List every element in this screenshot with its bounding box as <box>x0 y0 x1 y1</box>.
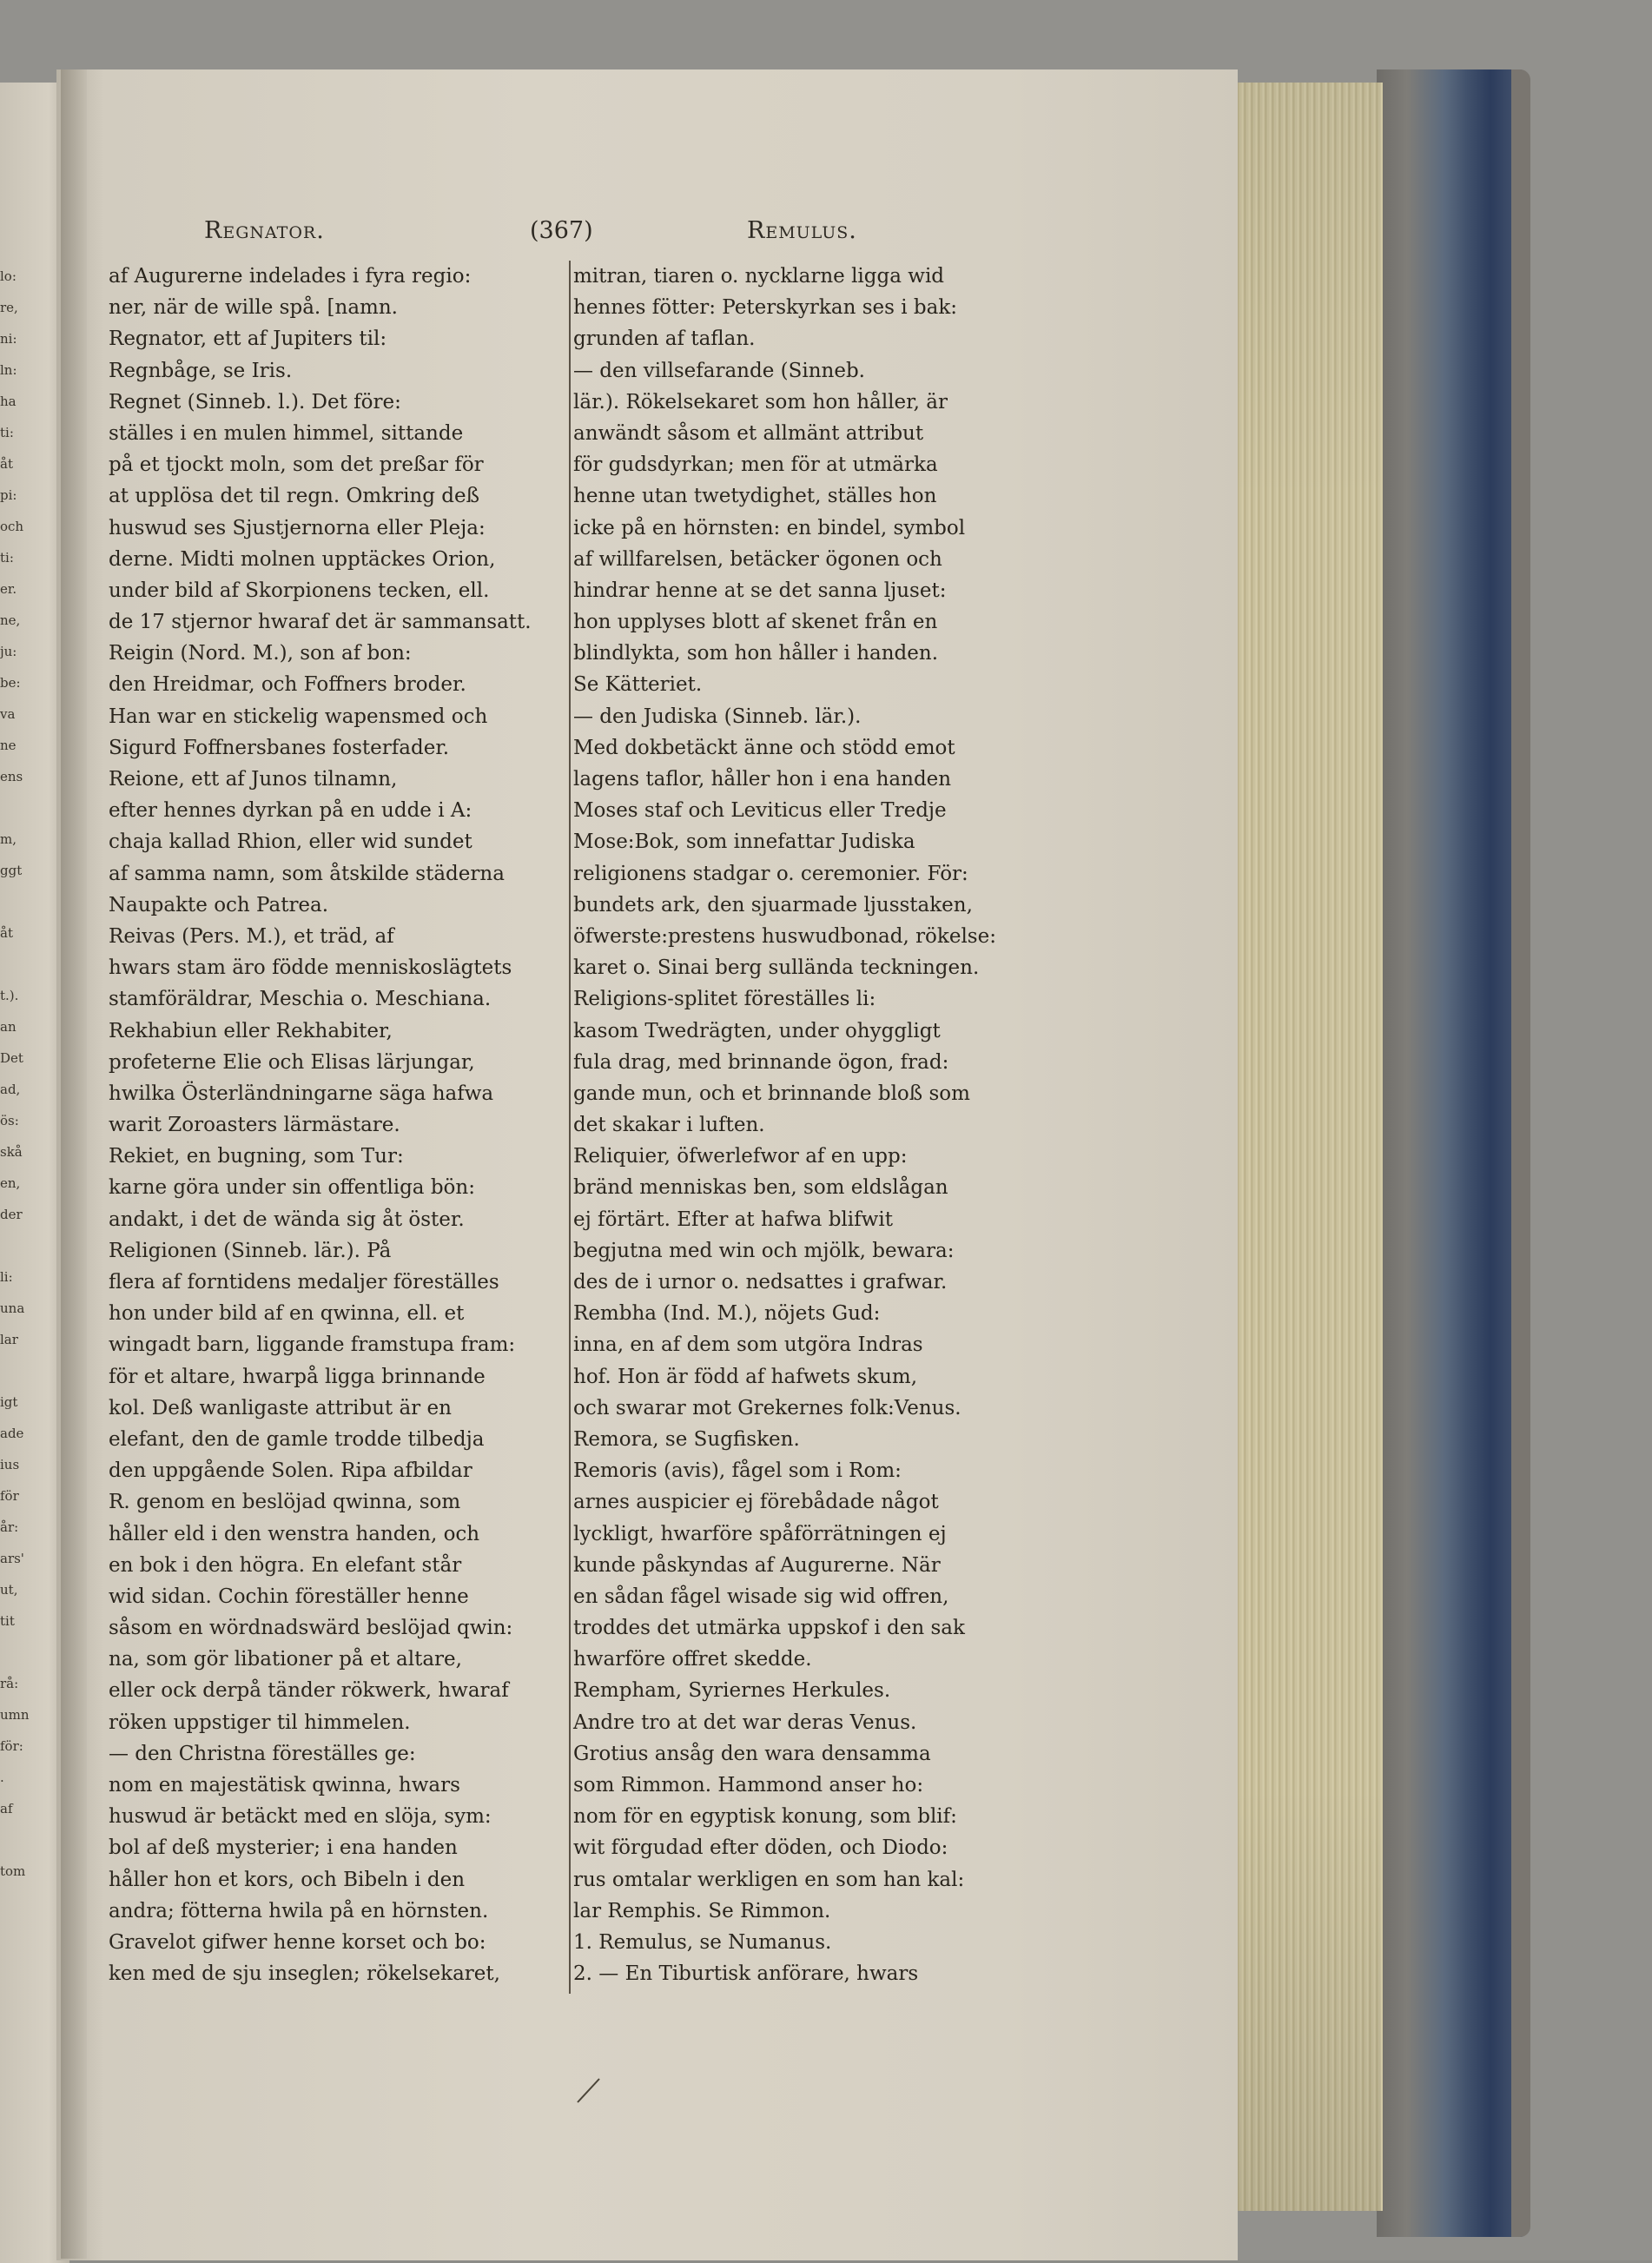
text-line: hwilka Österländningarne säga hafwa <box>109 1082 494 1105</box>
header-left-catchword: Regnator. <box>204 217 325 244</box>
text-line: grunden af taflan. <box>573 328 756 351</box>
margin-fragment: för: <box>0 1738 23 1754</box>
margin-fragment: ggt <box>0 863 23 878</box>
text-line: — den Christna föreställes ge: <box>109 1742 416 1765</box>
text-line: hof. Hon är född af hafwets skum, <box>573 1365 918 1388</box>
text-line: kol. Deß wanligaste attribut är en <box>109 1396 452 1419</box>
text-line: lär.). Rökelsekaret som hon håller, är <box>573 390 948 414</box>
text-line: Religionen (Sinneb. lär.). På <box>109 1239 392 1262</box>
text-line: wingadt barn, liggande framstupa fram: <box>109 1333 516 1357</box>
header-right-catchword: Remulus. <box>747 217 857 244</box>
margin-fragment: pi: <box>0 487 17 503</box>
page-block-shade <box>1225 83 1381 2211</box>
text-line: anwändt såsom et allmänt attribut <box>573 421 924 445</box>
margin-fragment: år: <box>0 1519 19 1535</box>
text-line: fula drag, med brinnande ögon, frad: <box>573 1050 949 1074</box>
text-line: Remoris (avis), fågel som i Rom: <box>573 1459 902 1483</box>
text-line: på et tjockt moln, som det preßar för <box>109 453 484 477</box>
margin-fragment: skå <box>0 1144 23 1160</box>
text-line: begjutna med win och mjölk, bewara: <box>573 1239 955 1262</box>
text-line: och swarar mot Grekernes folk:Venus. <box>573 1396 961 1419</box>
text-line: den uppgående Solen. Ripa afbildar <box>109 1459 472 1483</box>
text-line: Grotius ansåg den wara densamma <box>573 1742 931 1765</box>
text-line: hon under bild af en qwinna, ell. et <box>109 1302 465 1326</box>
text-line: Naupakte och Patrea. <box>109 893 329 916</box>
text-line: de 17 stjernor hwaraf det är sammansatt. <box>109 611 532 634</box>
margin-fragment: ars' <box>0 1551 24 1566</box>
margin-fragment: lo: <box>0 268 17 284</box>
margin-fragment: re, <box>0 300 18 315</box>
text-line: lyckligt, hwarföre spåförrätningen ej <box>573 1522 947 1545</box>
text-line: na, som gör libationer på et altare, <box>109 1648 462 1671</box>
text-line: rus omtalar werkligen en som han kal: <box>573 1868 965 1891</box>
margin-fragment: der <box>0 1207 23 1222</box>
text-line: des de i urnor o. nedsattes i grafwar. <box>573 1271 948 1294</box>
text-line: Rembha (Ind. M.), nöjets Gud: <box>573 1302 881 1326</box>
text-line: andakt, i det de wända sig åt öster. <box>109 1208 465 1231</box>
text-line: blindlykta, som hon håller i handen. <box>573 642 939 665</box>
text-line: nom en majestätisk qwinna, hwars <box>109 1774 460 1797</box>
text-line: röken uppstiger til himmelen. <box>109 1710 411 1734</box>
text-line: 1. Remulus, se Numanus. <box>573 1930 832 1954</box>
margin-fragment: va <box>0 706 16 722</box>
text-line: at upplösa det til regn. Omkring deß <box>109 485 479 508</box>
text-line: af Augurerne indelades i fyra regio: <box>109 265 472 288</box>
text-line: Andre tro at det war deras Venus. <box>573 1710 917 1734</box>
margin-fragment: tit <box>0 1613 15 1629</box>
text-line: Religions-splitet föreställes li: <box>573 988 876 1011</box>
text-line: Reione, ett af Junos tilnamn, <box>109 768 398 791</box>
text-line: Regnbåge, se Iris. <box>109 359 293 382</box>
margin-fragment <box>0 886 24 917</box>
margin-fragment: an <box>0 1019 17 1035</box>
margin-fragment: ens <box>0 769 23 784</box>
text-line: håller eld i den wenstra handen, och <box>109 1522 480 1545</box>
text-line: bol af deß mysterier; i ena handen <box>109 1836 458 1860</box>
text-line: Sigurd Foffnersbanes fosterfader. <box>109 736 450 759</box>
margin-fragment: be: <box>0 675 21 691</box>
text-line: Han war en stickelig wapensmed och <box>109 705 488 728</box>
text-line: ej förtärt. Efter at hafwa blifwit <box>573 1208 893 1231</box>
text-line: arnes auspicier ej förebådade något <box>573 1491 939 1514</box>
text-line: andra; fötterna hwila på en hörnsten. <box>109 1899 489 1922</box>
text-line: hwars stam äro födde menniskoslägtets <box>109 956 512 980</box>
margin-fragment: ad, <box>0 1082 21 1097</box>
margin-fragment: ti: <box>0 425 14 440</box>
text-line: det skakar i luften. <box>573 1114 765 1137</box>
text-line: nom för en egyptisk konung, som blif: <box>573 1805 957 1829</box>
text-line: håller hon et kors, och Bibeln i den <box>109 1868 466 1891</box>
text-line: — den Judiska (Sinneb. lär.). <box>573 705 862 728</box>
margin-fragment: ni: <box>0 331 17 347</box>
margin-fragment: ut, <box>0 1582 18 1598</box>
text-line: ställes i en mulen himmel, sittande <box>109 421 464 445</box>
text-line: för gudsdyrkan; men för at utmärka <box>573 453 938 477</box>
margin-fragment: ius <box>0 1457 20 1472</box>
margin-fragment: ös: <box>0 1113 19 1128</box>
margin-fragment: tom <box>0 1863 26 1879</box>
text-line: hindrar henne at se det sanna ljuset: <box>573 579 947 602</box>
text-line: lar Remphis. Se Rimmon. <box>573 1899 831 1922</box>
right-column <box>573 261 1068 1989</box>
margin-fragment: för <box>0 1488 19 1504</box>
text-line: kunde påskyndas af Augurerne. När <box>573 1553 941 1577</box>
text-line: mitran, tiaren o. nycklarne ligga wid <box>573 265 945 288</box>
text-line: under bild af Skorpionens tecken, ell. <box>109 579 490 602</box>
text-line: — den villsefarande (Sinneb. <box>573 359 865 382</box>
text-line: warit Zoroasters lärmästare. <box>109 1114 400 1137</box>
text-line: Med dokbetäckt änne och stödd emot <box>573 736 955 759</box>
margin-fragment: igt <box>0 1394 18 1410</box>
margin-fragment <box>0 792 24 824</box>
text-line: Se Kätteriet. <box>573 673 703 697</box>
text-line: karet o. Sinai berg sullända teckningen. <box>573 956 980 980</box>
text-line: Reigin (Nord. M.), son af bon: <box>109 642 412 665</box>
text-line: wid sidan. Cochin föreställer henne <box>109 1585 469 1608</box>
margin-fragment: umn <box>0 1707 30 1723</box>
margin-fragment <box>0 1355 24 1386</box>
text-line: henne utan twetydighet, ställes hon <box>573 485 937 508</box>
margin-fragment: ne, <box>0 612 21 628</box>
margin-fragment: ne <box>0 738 17 753</box>
text-line: Mose:Bok, som innefattar Judiska <box>573 830 915 854</box>
text-line: som Rimmon. Hammond anser ho: <box>573 1774 924 1797</box>
text-line: elefant, den de gamle trodde tilbedja <box>109 1427 485 1451</box>
text-line: af samma namn, som åtskilde städerna <box>109 862 505 885</box>
text-line: huswud ses Sjustjernorna eller Pleja: <box>109 516 486 539</box>
text-line: Moses staf och Leviticus eller Tredje <box>573 799 947 823</box>
text-line: hennes fötter: Peterskyrkan ses i bak: <box>573 296 958 320</box>
text-line: huswud är betäckt med en slöja, sym: <box>109 1805 492 1829</box>
text-line: chaja kallad Rhion, eller wid sundet <box>109 830 472 854</box>
text-line: Gravelot gifwer henne korset och bo: <box>109 1930 486 1954</box>
margin-fragment: lar <box>0 1332 18 1347</box>
text-line: karne göra under sin offentliga bön: <box>109 1176 475 1200</box>
text-line: ken med de sju inseglen; rökelsekaret, <box>109 1962 500 1986</box>
text-line: Reliquier, öfwerlefwor af en upp: <box>573 1145 908 1168</box>
text-line: R. genom en beslöjad qwinna, som <box>109 1491 461 1514</box>
gutter <box>61 69 87 2259</box>
margin-fragment: ha <box>0 394 17 409</box>
text-line: efter hennes dyrkan på en udde i A: <box>109 799 472 823</box>
text-line: Remora, se Sugfisken. <box>573 1427 800 1451</box>
margin-fragment: ade <box>0 1426 24 1441</box>
text-line: wit förgudad efter döden, och Diodo: <box>573 1836 948 1860</box>
text-line: hon upplyses blott af skenet från en <box>573 611 938 634</box>
margin-fragment: li: <box>0 1269 13 1285</box>
text-line: troddes det utmärka uppskof i den sak <box>573 1617 965 1640</box>
text-line: flera af forntidens medaljer föreställes <box>109 1271 499 1294</box>
margin-fragment: t.). <box>0 988 19 1003</box>
text-line: Regnet (Sinneb. l.). Det före: <box>109 390 401 414</box>
text-line: Rempham, Syriernes Herkules. <box>573 1679 891 1703</box>
margin-fragment: er. <box>0 581 17 597</box>
text-line: kasom Twedrägten, under ohyggligt <box>573 1019 941 1042</box>
text-line: hwarföre offret skedde. <box>573 1648 812 1671</box>
text-line: derne. Midti molnen upptäckes Orion, <box>109 547 496 571</box>
text-line: stamföräldrar, Meschia o. Meschiana. <box>109 988 492 1011</box>
text-line: Reivas (Pers. M.), et träd, af <box>109 924 394 948</box>
margin-fragment <box>0 1230 24 1261</box>
text-line: icke på en hörnsten: en bindel, symbol <box>573 516 966 539</box>
text-line: profeterne Elie och Elisas lärjungar, <box>109 1050 475 1074</box>
left-page-margin-fragments <box>0 261 30 1887</box>
margin-fragment: . <box>0 1770 4 1785</box>
margin-fragment: una <box>0 1300 25 1316</box>
margin-fragment <box>0 949 24 980</box>
margin-fragment: ti: <box>0 550 14 566</box>
text-line: en sådan fågel wisade sig wid offren, <box>573 1585 949 1608</box>
text-line: Rekiet, en bugning, som Tur: <box>109 1145 404 1168</box>
text-line: lagens taflor, håller hon i ena handen <box>573 768 952 791</box>
margin-fragment: m, <box>0 831 17 847</box>
text-line: en bok i den högra. En elefant står <box>109 1553 462 1577</box>
pen-mark <box>573 2072 608 2107</box>
margin-fragment <box>0 1637 24 1668</box>
margin-fragment: åt <box>0 456 13 472</box>
running-header <box>204 217 1073 252</box>
text-line: religionens stadgar o. ceremonier. För: <box>573 862 968 885</box>
margin-fragment: rå: <box>0 1676 19 1691</box>
margin-fragment: Det <box>0 1050 23 1066</box>
text-line: såsom en wördnadswärd beslöjad qwin: <box>109 1617 513 1640</box>
page-number: (367) <box>530 217 593 244</box>
text-line: 2. — En Tiburtisk anförare, hwars <box>573 1962 919 1986</box>
text-line: öfwerste:prestens huswudbonad, rökelse: <box>573 924 996 948</box>
column-rule <box>569 261 571 1994</box>
text-line: eller ock derpå tänder rökwerk, hwaraf <box>109 1679 509 1703</box>
text-line: den Hreidmar, och Foffners broder. <box>109 673 466 697</box>
left-column <box>109 261 567 1989</box>
margin-fragment: åt <box>0 925 13 941</box>
margin-fragment: af <box>0 1801 13 1816</box>
text-line: Regnator, ett af Jupiters til: <box>109 328 387 351</box>
text-line: gande mun, och et brinnande bloß som <box>573 1082 970 1105</box>
margin-fragment <box>0 1824 24 1856</box>
book-cover <box>1377 69 1529 2237</box>
book-cover-edge <box>1511 69 1530 2237</box>
margin-fragment: och <box>0 519 24 534</box>
text-line: bränd menniskas ben, som eldslågan <box>573 1176 948 1200</box>
margin-fragment: ln: <box>0 362 17 378</box>
text-line: af willfarelsen, betäcker ögonen och <box>573 547 942 571</box>
text-line: inna, en af dem som utgöra Indras <box>573 1333 923 1357</box>
text-line: för et altare, hwarpå ligga brinnande <box>109 1365 486 1388</box>
text-line: ner, när de wille spå. [namn. <box>109 296 398 320</box>
text-line: Rekhabiun eller Rekhabiter, <box>109 1019 393 1042</box>
margin-fragment: ju: <box>0 644 17 659</box>
text-line: bundets ark, den sjuarmade ljusstaken, <box>573 893 973 916</box>
margin-fragment: en, <box>0 1175 21 1191</box>
